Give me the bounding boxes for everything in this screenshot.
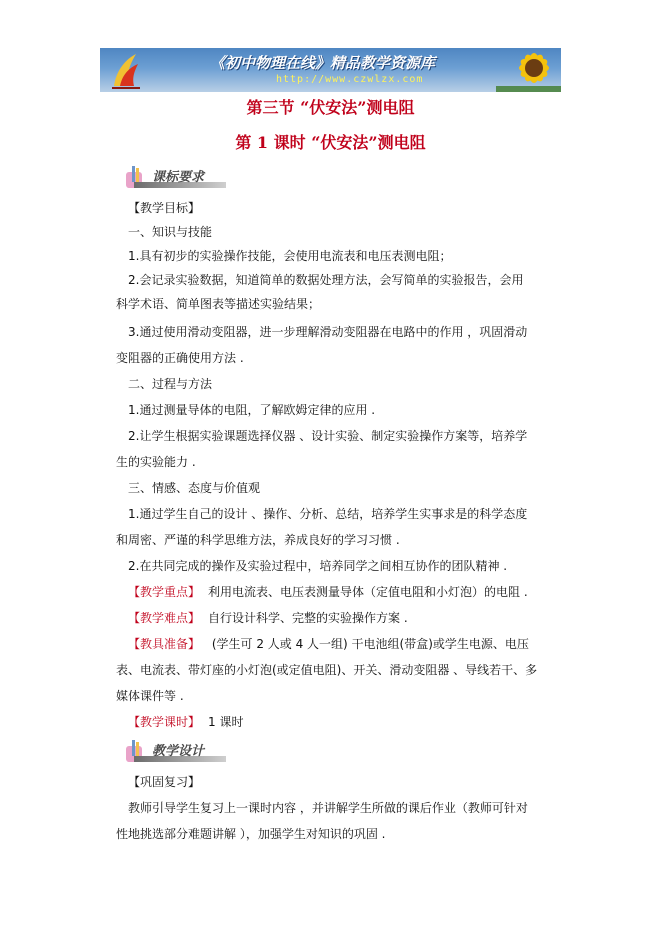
paragraph-line: 媒体课件等 . — [116, 689, 184, 703]
equipment-text: (学生可 2 人或 4 人一组) 干电池组(带盒)或学生电源、电压 — [208, 637, 529, 651]
hours-tag: 【教学课时】 — [128, 715, 201, 729]
site-logo-icon — [110, 50, 144, 90]
paragraph-line: 1.通过学生自己的设计 、操作、分析、总结，培养学生实事求是的科学态度 — [128, 507, 528, 521]
paragraph-line: 和周密、严谨的科学思维方法，养成良好的学习习惯 . — [116, 533, 400, 547]
hours-text: 1 课时 — [208, 715, 244, 729]
paragraph-line: 1.通过测量导体的电阻，了解欧姆定律的应用 . — [128, 403, 376, 417]
equipment-row — [128, 636, 529, 652]
equipment-tag: 【教具准备】 — [128, 637, 201, 651]
section-badge-label: 教学设计 — [152, 744, 205, 759]
paragraph-line: 1.具有初步的实验操作技能，会使用电流表和电压表测电阻； — [128, 249, 452, 263]
lesson-title: 第 1 课时 “伏安法”测电阻 — [235, 133, 426, 152]
difficulty-tag: 【教学难点】 — [128, 611, 201, 625]
subheading-knowledge: 一、知识与技能 — [128, 225, 213, 239]
subheading-process: 二、过程与方法 — [128, 377, 213, 391]
section-title: 第三节 “伏安法”测电阻 — [246, 98, 415, 117]
paragraph-line: 表、电流表、带灯座的小灯泡(或定值电阻)、开关、滑动变阻器 、导线若干、多 — [116, 663, 538, 677]
section-badge-curriculum — [124, 164, 228, 192]
difficulty-text: 自行设计科学、完整的实验操作方案 . — [208, 611, 408, 625]
heading-objectives: 【教学目标】 — [128, 201, 201, 215]
heading-review: 【巩固复习】 — [128, 775, 201, 789]
paragraph-line: 变阻器的正确使用方法 . — [116, 351, 244, 365]
paragraph-line: 3.通过使用滑动变阻器，进一步理解滑动变阻器在电路中的作用 ，巩固滑动 — [128, 325, 528, 339]
paragraph-line: 生的实验能力 . — [116, 455, 196, 469]
focus-row — [128, 584, 528, 600]
difficulty-row — [128, 610, 408, 626]
paragraph-line: 2.在共同完成的操作及实验过程中，培养同学之间相互协作的团队精神 . — [128, 559, 508, 573]
banner-url: http://www.czwlzx.com — [276, 74, 424, 85]
header-banner — [100, 48, 561, 92]
focus-tag: 【教学重点】 — [128, 585, 201, 599]
paragraph-line: 教师引导学生复习上一课时内容 ，并讲解学生所做的课后作业（教师可针对 — [128, 801, 528, 815]
subheading-values: 三、情感、态度与价值观 — [128, 481, 261, 495]
paragraph-line: 科学术语、简单图表等描述实验结果； — [116, 297, 321, 311]
paragraph-line: 2.让学生根据实验课题选择仪器 、设计实验、制定实验操作方案等，培养学 — [128, 429, 528, 443]
banner-title: 《初中物理在线》精品教学资源库 — [210, 54, 436, 72]
section-badge-label: 课标要求 — [152, 170, 205, 185]
section-badge-design — [124, 738, 228, 766]
sunflower-icon — [496, 48, 561, 92]
hours-row — [128, 714, 243, 730]
paragraph-line: 性地挑选部分难题讲解 ），加强学生对知识的巩固 . — [116, 827, 386, 841]
paragraph-line: 2.会记录实验数据，知道简单的数据处理方法，会写简单的实验报告，会用 — [128, 273, 524, 287]
focus-text: 利用电流表、电压表测量导体（定值电阻和小灯泡）的电阻 . — [208, 585, 528, 599]
